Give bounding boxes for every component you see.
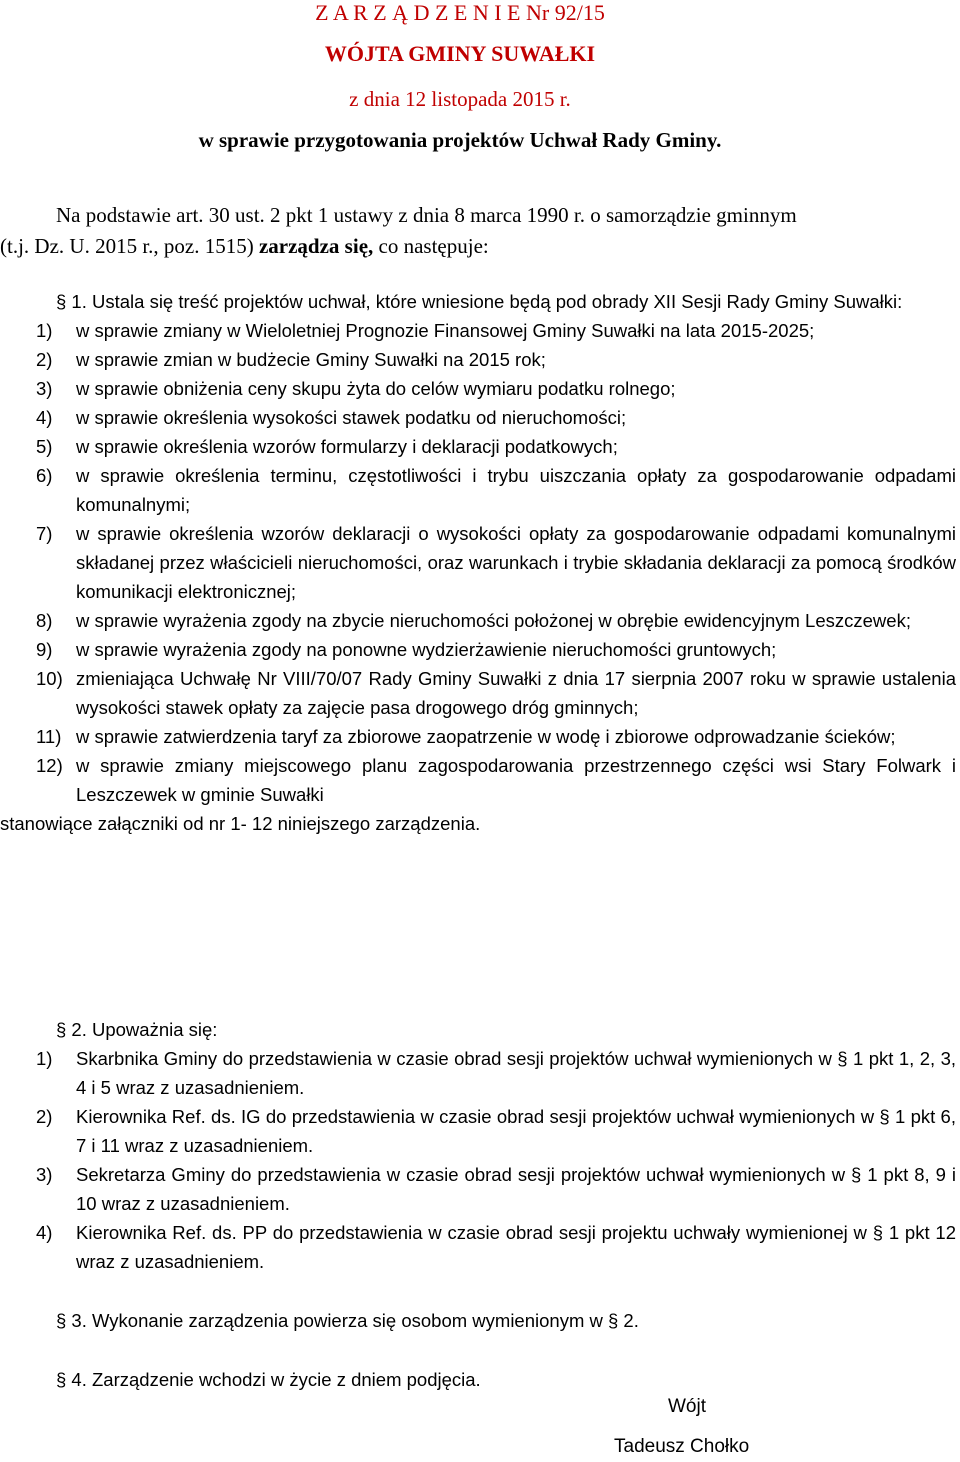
legal-basis-citation: (t.j. Dz. U. 2015 r., poz. 1515)	[0, 234, 259, 258]
list-item-text: w sprawie zmiany miejscowego planu zagospodarowania przestrzennego części wsi Stary Folwark i Leszczewek w gminie Suwałki	[76, 755, 956, 805]
list-item-text: Skarbnika Gminy do przedstawienia w czasie obrad sesji projektów uchwał wymienionych w § 1 pkt 1, 2, 3, 4 i 5 wraz z uzasadnieniem.	[76, 1048, 956, 1098]
list-item-number: 1)	[36, 320, 53, 341]
list-item	[0, 635, 960, 664]
list-item-number: 4)	[36, 407, 53, 428]
list-item-number: 7)	[36, 523, 53, 544]
list-item	[0, 1044, 960, 1102]
list-item-text: w sprawie określenia terminu, częstotliwości i trybu uiszczania opłaty za gospodarowanie odpadami komunalnymi;	[76, 465, 956, 515]
list-item-text: w sprawie określenia wzorów formularzy i deklaracji podatkowych;	[76, 436, 618, 457]
list-item	[0, 461, 960, 519]
section-1-intro: § 1. Ustala się treść projektów uchwał, które wniesione będą pod obrady XII Sesji Rady Gminy Suwałki:	[56, 291, 903, 312]
section-4: § 4. Zarządzenie wchodzi w życie z dniem podjęcia.	[56, 1369, 481, 1390]
list-item	[0, 1160, 960, 1218]
list-item-number: 11)	[36, 726, 62, 747]
list-item-number: 4)	[36, 1222, 53, 1243]
legal-basis-line-1: Na podstawie art. 30 ust. 2 pkt 1 ustawy z dnia 8 marca 1990 r. o samorządzie gminnym	[56, 203, 797, 227]
list-item-number: 6)	[36, 465, 53, 486]
list-item	[0, 664, 960, 722]
list-item	[0, 1218, 960, 1276]
legal-basis-line-2	[0, 231, 960, 262]
ordinance-subject: w sprawie przygotowania projektów Uchwał Rady Gminy.	[198, 128, 722, 152]
list-item-number: 2)	[36, 349, 53, 370]
list-item	[0, 1102, 960, 1160]
list-item-number: 3)	[36, 1164, 53, 1185]
list-item	[0, 345, 960, 374]
list-item-text: w sprawie zmiany w Wieloletniej Prognozie Finansowej Gminy Suwałki na lata 2015-2025;	[76, 320, 815, 341]
list-item	[0, 606, 960, 635]
list-item	[0, 751, 960, 809]
list-item-number: 12)	[36, 755, 63, 776]
signature-title: Wójt	[668, 1396, 706, 1417]
authorization-list	[0, 1044, 960, 1276]
resolution-list	[0, 316, 960, 809]
section-2	[0, 1015, 960, 1276]
section-1-closing: stanowiące załączniki od nr 1- 12 niniejszego zarządzenia.	[0, 813, 481, 834]
section-3: § 3. Wykonanie zarządzenia powierza się osobom wymienionym w § 2.	[56, 1310, 639, 1331]
issue-date: z dnia 12 listopada 2015 r.	[349, 87, 571, 111]
list-item-text: Sekretarza Gminy do przedstawienia w czasie obrad sesji projektów uchwał wymienionych w § 1 pkt 8, 9 i 10 wraz z uzasadnieniem.	[76, 1164, 956, 1214]
section-2-title: § 2. Upoważnia się:	[56, 1019, 218, 1040]
list-item-text: Kierownika Ref. ds. PP do przedstawienia w czasie obrad sesji projektu uchwały wymienionej w § 1 pkt 12 wraz z uzasadnieniem.	[76, 1222, 956, 1272]
list-item-text: w sprawie zatwierdzenia taryf za zbiorowe zaopatrzenie w wodę i zbiorowe odprowadzanie ścieków;	[76, 726, 896, 747]
list-item-number: 1)	[36, 1048, 53, 1069]
list-item-text: zmieniająca Uchwałę Nr VIII/70/07 Rady Gminy Suwałki z dnia 17 sierpnia 2007 roku w sprawie ustalenia wysokości stawek opłaty za zajęcie pasa drogowego dróg gminnych;	[76, 668, 956, 718]
list-item-text: Kierownika Ref. ds. IG do przedstawienia w czasie obrad sesji projektów uchwał wymienionych w § 1 pkt 6, 7 i 11 wraz z uzasadnieniem.	[76, 1106, 956, 1156]
list-item	[0, 722, 960, 751]
list-item-number: 3)	[36, 378, 53, 399]
list-item	[0, 374, 960, 403]
legal-basis-decree: zarządza się,	[258, 234, 374, 258]
list-item	[0, 432, 960, 461]
list-item-text: w sprawie wyrażenia zgody na ponowne wydzierżawienie nieruchomości gruntowych;	[76, 639, 777, 660]
list-item-text: w sprawie wyrażenia zgody na zbycie nieruchomości położonej w obrębie ewidencyjnym Leszczewek;	[76, 610, 911, 631]
legal-basis	[0, 200, 960, 262]
list-item-text: w sprawie zmian w budżecie Gminy Suwałki na 2015 rok;	[76, 349, 546, 370]
list-item-number: 5)	[36, 436, 53, 457]
list-item-text: w sprawie obniżenia ceny skupu żyta do celów wymiaru podatku rolnego;	[76, 378, 676, 399]
list-item-number: 10)	[36, 668, 63, 689]
legal-basis-ending: co następuje:	[373, 234, 489, 258]
list-item-number: 9)	[36, 639, 53, 660]
list-item-text: w sprawie określenia wysokości stawek podatku od nieruchomości;	[76, 407, 627, 428]
list-item	[0, 519, 960, 606]
list-item	[0, 403, 960, 432]
list-item-text: w sprawie określenia wzorów deklaracji o wysokości opłaty za gospodarowanie odpadami komunalnymi składanej przez właścicieli nieruchomości, oraz warunkach i trybie składania deklaracji za pomocą środków komunikacji elektronicznej;	[76, 523, 956, 602]
list-item-number: 8)	[36, 610, 53, 631]
section-1	[0, 287, 960, 838]
signature-name: Tadeusz Chołko	[614, 1436, 750, 1457]
list-item	[0, 316, 960, 345]
list-item-number: 2)	[36, 1106, 53, 1127]
ordinance-number: Z A R Z Ą D Z E N I E Nr 92/15	[315, 0, 605, 25]
issuer-title: WÓJTA GMINY SUWAŁKI	[324, 41, 596, 66]
